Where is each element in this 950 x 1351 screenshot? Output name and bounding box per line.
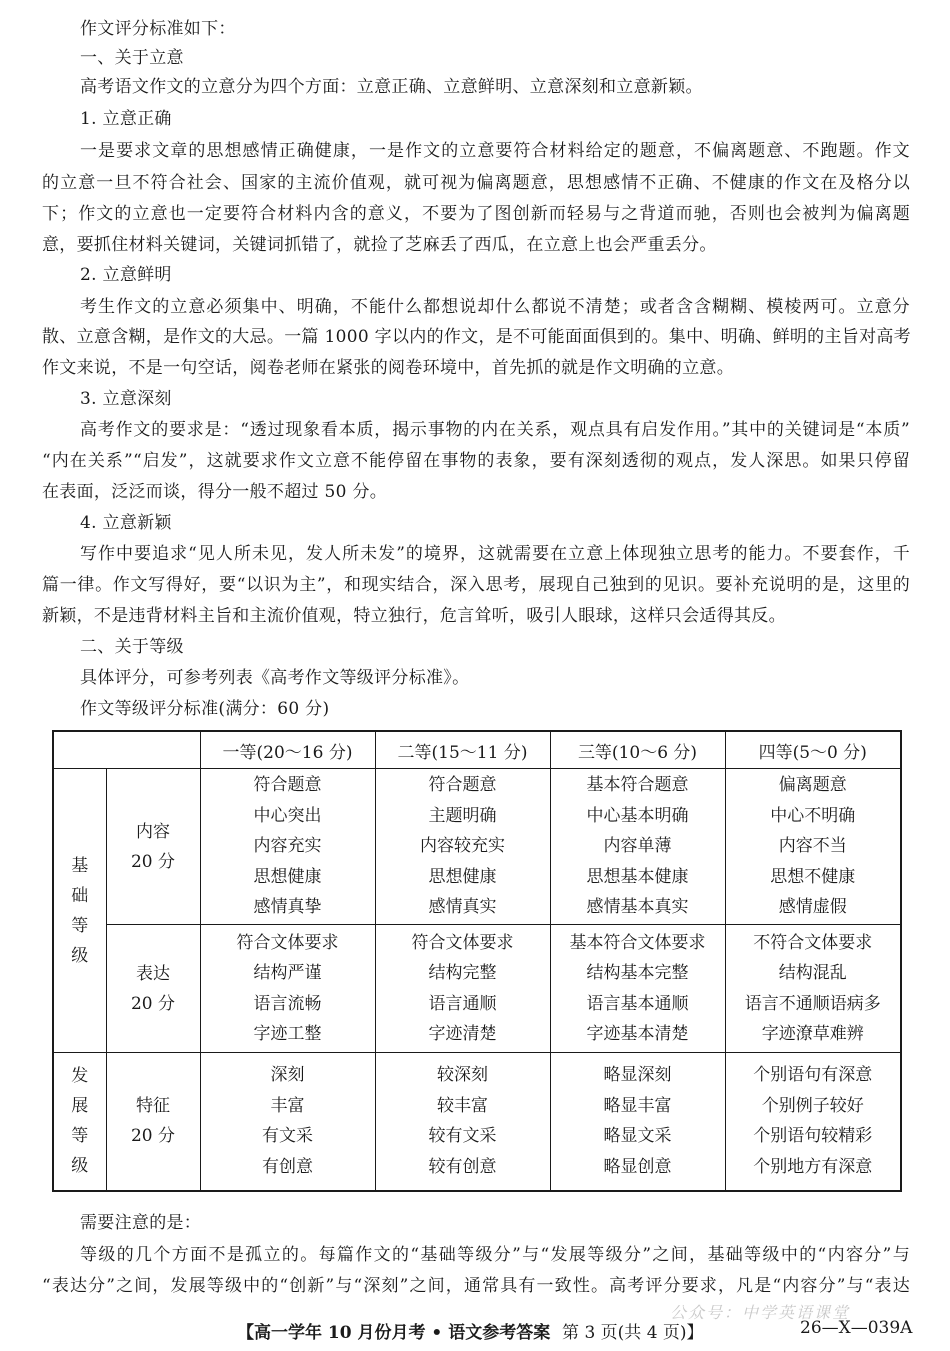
note-title: 需要注意的是： — [80, 1213, 202, 1233]
content-grade-1: 符合题意 中心突出 内容充实 思想健康 感情真挚 — [200, 769, 375, 925]
footer-page-number: 第 3 页(共 4 页)】 — [562, 1323, 704, 1343]
p4-line-2: 篇一律。作文写得好，要“以识为主”，和现实结合，深入思考，展现自己独到的见识。要补充说明的是，这里的 — [42, 575, 910, 595]
table-title: 作文等级评分标准(满分：60 分) — [80, 699, 330, 719]
row-expression — [53, 925, 901, 1053]
footer-title — [237, 1318, 704, 1343]
section1-title: 一、关于立意 — [80, 48, 184, 68]
section1-intro: 高考语文作文的立意分为四个方面：立意正确、立意鲜明、立意深刻和立意新颖。 — [80, 77, 703, 97]
p1-line-4: 意，要抓住材料关键词，关键词抓错了，就捡了芝麻丢了西瓜，在立意上也会严重丢分。 — [42, 235, 717, 255]
section2-ref: 具体评分，可参考列表《高考作文等级评分标准》。 — [80, 668, 470, 688]
p3-line-1: 高考作文的要求是：“透过现象看本质，揭示事物的内在关系，观点具有启发作用。”其中的关键词是“本质” — [80, 420, 910, 440]
features-grade-3: 略显深刻 略显丰富 略显文采 略显创意 — [550, 1053, 725, 1191]
table-corner — [53, 731, 200, 769]
row-content — [53, 769, 901, 925]
p2-line-1: 考生作文的立意必须集中、明确，不能什么都想说却什么都说不清楚；或者含含糊糊、模棱两可。立意分 — [80, 297, 910, 317]
expression-grade-1: 符合文体要求 结构严谨 语言流畅 字迹工整 — [200, 925, 375, 1053]
header-grade-1: 一等(20～16 分) — [200, 731, 375, 769]
p1-line-1: 一是要求文章的思想感情正确健康，一是作文的立意要符合材料给定的题意，不偏离题意、不跑题。作文 — [80, 141, 910, 161]
p4-line-3: 新颖，不是违背材料主旨和主流价值观，特立独行，危言耸听，吸引人眼球，这样只会适得其反。 — [42, 606, 786, 626]
expression-grade-2: 符合文体要求 结构完整 语言通顺 字迹清楚 — [375, 925, 550, 1053]
p2-title: 2. 立意鲜明 — [80, 265, 172, 285]
page-footer — [0, 1318, 950, 1348]
section2-title: 二、关于等级 — [80, 637, 184, 657]
doc-heading: 作文评分标准如下： — [80, 19, 236, 39]
note-line-1: 等级的几个方面不是孤立的。每篇作文的“基础等级分”与“发展等级分”之间，基础等级中的“内容分”与 — [80, 1245, 910, 1265]
p3-line-3: 在表面，泛泛而谈，得分一般不超过 50 分。 — [42, 482, 388, 502]
header-grade-2: 二等(15～11 分) — [375, 731, 550, 769]
features-grade-4: 个别语句有深意 个别例子较好 个别语句较精彩 个别地方有深意 — [725, 1053, 901, 1191]
features-grade-1: 深刻 丰富 有文采 有创意 — [200, 1053, 375, 1191]
content-grade-2: 符合题意 主题明确 内容较充实 思想健康 感情真实 — [375, 769, 550, 925]
content-label: 内容 20 分 — [106, 769, 200, 925]
p2-line-3: 作文来说，不是一句空话，阅卷老师在紧张的阅卷环境中，首先抓的就是作文明确的立意。 — [42, 358, 734, 378]
p2-line-2: 散、立意含糊，是作文的大忌。一篇 1000 字以内的作文，是不可能面面俱到的。集中、明确、鲜明的主旨对高考 — [42, 327, 911, 347]
p1-line-3: 下；作文的立意也一定要符合材料内含的意义，不要为了图创新而轻易与之背道而驰，否则也会被判为偏离题 — [42, 204, 910, 224]
content-grade-3: 基本符合题意 中心基本明确 内容单薄 思想基本健康 感情基本真实 — [550, 769, 725, 925]
footer-code: 26—X—039A — [800, 1318, 913, 1338]
features-grade-2: 较深刻 较丰富 较有文采 较有创意 — [375, 1053, 550, 1191]
group-basic-label: 基 础 等 级 — [53, 769, 106, 1053]
watermark: 公众号：中学英语课堂 — [670, 1303, 851, 1322]
expression-label: 表达 20 分 — [106, 925, 200, 1053]
row-features — [53, 1053, 901, 1191]
p4-title: 4. 立意新颖 — [80, 513, 172, 533]
content-grade-4: 偏离题意 中心不明确 内容不当 思想不健康 感情虚假 — [725, 769, 901, 925]
p1-title: 1. 立意正确 — [80, 109, 172, 129]
group-dev-label: 发 展 等 级 — [53, 1053, 106, 1191]
p3-line-2: “内在关系”“启发”，这就要求作文立意不能停留在事物的表象，要有深刻透彻的观点，发人深思。如果只停留 — [42, 451, 910, 471]
header-grade-4: 四等(5～0 分) — [725, 731, 901, 769]
p4-line-1: 写作中要追求“见人所未见，发人所未发”的境界，这就需要在立意上体现独立思考的能力。不要套作，千 — [80, 544, 910, 564]
expression-grade-3: 基本符合文体要求 结构基本完整 语言基本通顺 字迹基本清楚 — [550, 925, 725, 1053]
expression-grade-4: 不符合文体要求 结构混乱 语言不通顺语病多 字迹潦草难辨 — [725, 925, 901, 1053]
table-header-row — [53, 731, 901, 769]
features-label: 特征 20 分 — [106, 1053, 200, 1191]
footer-exam-title: 【高一学年 10 月份月考 • 语文参考答案 — [237, 1323, 551, 1343]
header-grade-3: 三等(10～6 分) — [550, 731, 725, 769]
p3-title: 3. 立意深刻 — [80, 389, 172, 409]
grading-table — [52, 730, 902, 1192]
note-line-2: “表达分”之间，发展等级中的“创新”与“深刻”之间，通常具有一致性。高考评分要求，凡是“内容分”与“表达 — [42, 1276, 910, 1296]
p1-line-2: 的立意一旦不符合社会、国家的主流价值观，就可视为偏离题意，思想感情不正确、不健康的作文在及格分以 — [42, 173, 910, 193]
